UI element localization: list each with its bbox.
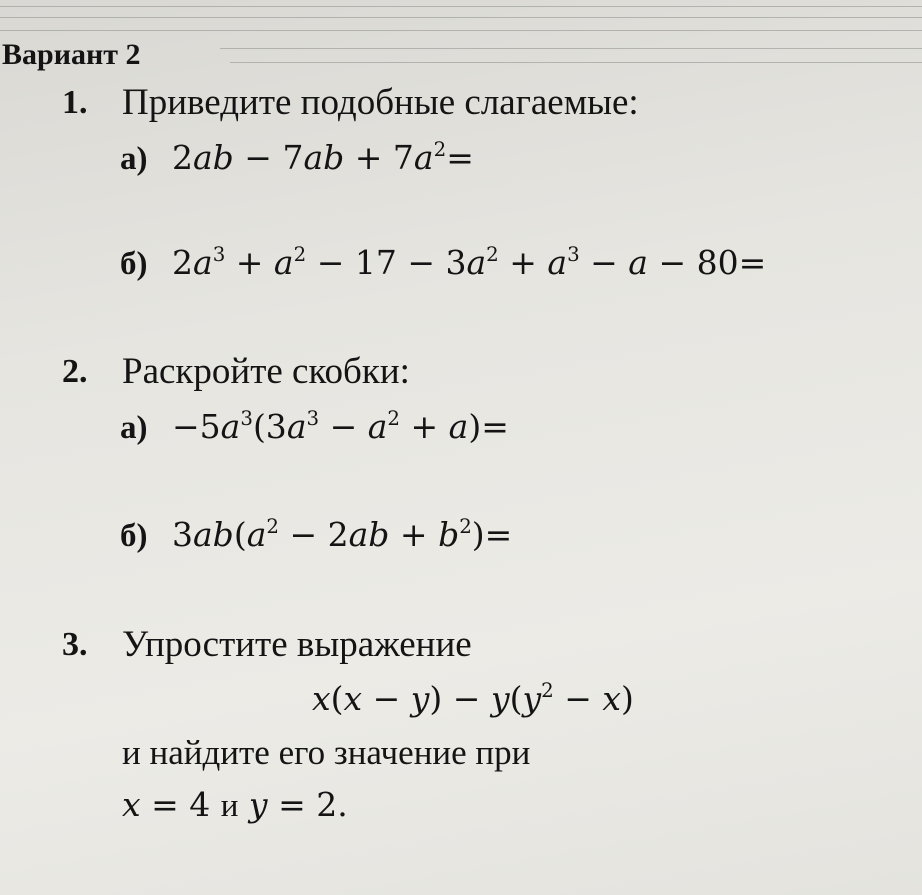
task-2-number: 2. (62, 353, 88, 390)
paper-line (0, 17, 922, 18)
task-3-condition: x = 4 и y = 2. (122, 785, 348, 824)
task-1b-label: б) (120, 246, 148, 282)
paper-line (220, 48, 922, 49)
task-1a-expression: $2ab - 7ab + 7a^2=$ (172, 138, 474, 177)
task-1a-label: а) (120, 141, 148, 177)
task-3-number: 3. (62, 626, 88, 663)
task-2b-label: б) (120, 518, 148, 554)
paper-line (230, 62, 922, 63)
task-3-followup: и найдите его значение при (122, 733, 531, 772)
task-3-expression: $x(x - y) - y(y^2 - x)$ (312, 679, 634, 718)
task-2a-label: а) (120, 410, 148, 446)
paper-line (0, 30, 922, 31)
task-2a-expression: $-5a^3(3a^3 - a^2 + a)=$ (172, 407, 509, 446)
task-1-heading: Приведите подобные слагаемые: (122, 82, 639, 123)
task-2b-expression: $3ab(a^2 - 2ab + b^2)=$ (172, 515, 513, 554)
task-1b-expression: $2a^3 + a^2 - 17 - 3a^2 + a^3 - a - 80=$ (172, 243, 767, 282)
task-2-heading: Раскройте скобки: (122, 351, 410, 392)
page-title: Вариант 2 (2, 38, 141, 71)
paper-line (0, 6, 922, 7)
task-1-number: 1. (62, 84, 88, 121)
task-3-heading: Упростите выражение (122, 624, 472, 665)
